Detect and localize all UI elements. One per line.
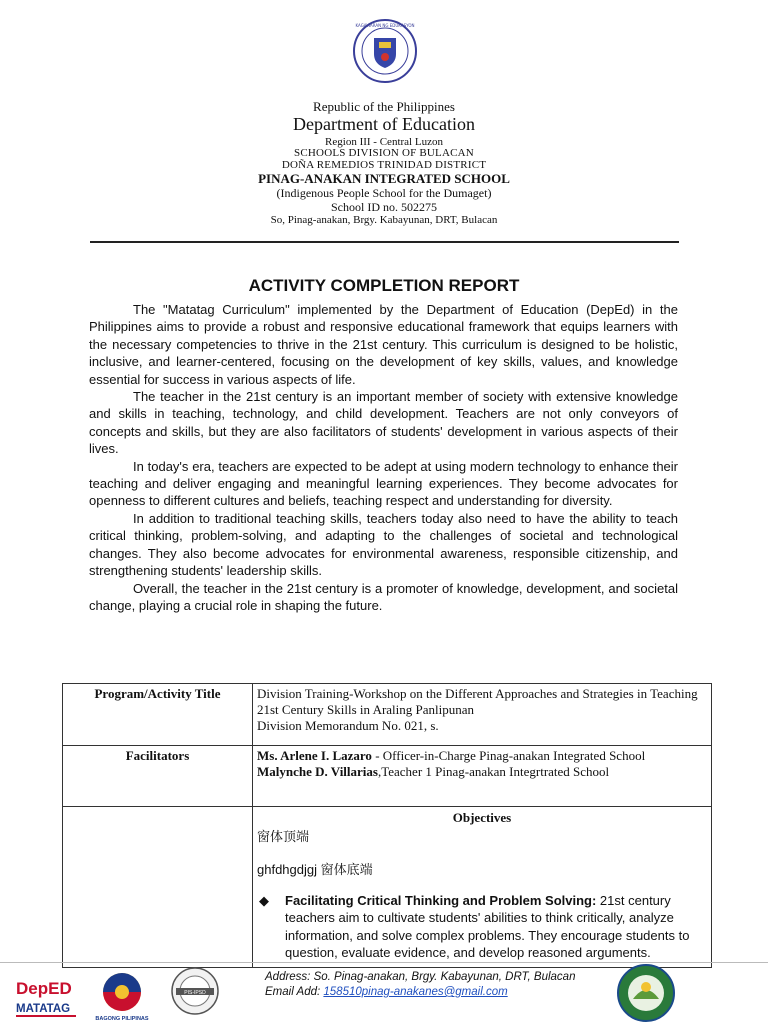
header-department: Department of Education	[293, 114, 475, 134]
objectives-empty-cell	[63, 807, 253, 968]
paragraph: In today's era, teachers are expected to be adept at using modern technology to enhance their teaching and deliver engaging and meaningful learning experiences. They become advocates for openness to different cultures and beliefs, teaching respect and understanding for diversity.	[89, 458, 678, 509]
activity-info-table	[62, 683, 712, 968]
program-memo: Division Memorandum No. 021, s.	[257, 718, 439, 733]
matatag-text: MATATAG	[16, 1003, 71, 1015]
diamond-bullet-icon: ◆	[259, 893, 269, 908]
deped-logo-text: DepED	[16, 979, 72, 998]
program-label: Program/Activity Title	[63, 684, 253, 746]
bagong-pilipinas-text: BAGONG PILIPINAS	[95, 1016, 149, 1022]
header-school-name: PINAG-ANAKAN INTEGRATED SCHOOL	[258, 171, 510, 186]
program-value	[253, 684, 712, 746]
objectives-text-1: 窗体顶端	[257, 829, 310, 844]
program-title: Division Training-Workshop on the Different Approaches and Strategies in Teaching 21st Century Skills in Araling Panlipunan	[257, 686, 698, 717]
facilitator-2-name: Malynche D. Villarias	[257, 764, 378, 779]
footer-email-link[interactable]: 158510pinag-anakanes@gmail.com	[323, 986, 508, 998]
facilitator-1-name: Ms. Arlene I. Lazaro	[257, 748, 372, 763]
facilitator-1-role: - Officer-in-Charge Pinag-anakan Integrated School	[371, 748, 646, 763]
paragraph: The teacher in the 21st century is an important member of society with extensive knowledge and skills in teaching, technology, and child development. Teachers are not only conveyors of concepts and skills, but they are also facilitators of students' development in various aspects of their lives.	[89, 389, 678, 457]
table-row	[63, 746, 712, 807]
facilitator-2-role: ,Teacher 1 Pinag-anakan Integrtrated School	[377, 764, 610, 779]
deped-seal-logo	[350, 18, 420, 84]
facilitators-value	[253, 746, 712, 807]
facilitators-label: Facilitators	[63, 746, 253, 807]
paragraph: Overall, the teacher in the 21st century is a promoter of knowledge, development, and societal change, playing a crucial role in shaping the future.	[89, 580, 678, 613]
table-row	[63, 807, 712, 968]
footer-email-line	[265, 986, 508, 998]
school-seal-logo	[615, 963, 677, 1023]
footer-address: Address: So. Pinag-anakan, Brgy. Kabayunan, DRT, Bulacan	[265, 971, 576, 983]
svg-text:KAGAWARAN NG EDUKASYON: KAGAWARAN NG EDUKASYON	[355, 23, 415, 28]
list-item	[257, 892, 707, 962]
header-address: So, Pinag-anakan, Brgy. Kabayunan, DRT, Bulacan	[270, 214, 498, 226]
pis-ipsd-logo	[160, 966, 230, 1016]
paragraph: In addition to traditional teaching skills, teachers today also need to have the ability to teach critical thinking, problem-solving, and adapting to the challenges of societal and technological changes. They also become advocates for environmental awareness, responsible citizenship, and strengthening students' leadership skills.	[89, 510, 678, 579]
objective-description: 21st century teachers aim to cultivate students' abilities to think critically, analyze information, and solve complex problems. They encourage students to question, evaluate evidence, and develop reasoned arguments.	[285, 893, 690, 961]
header-divider	[90, 241, 679, 243]
objectives-heading: Objectives	[452, 810, 512, 825]
objective-bold-title: Facilitating Critical Thinking and Problem Solving:	[285, 893, 597, 908]
header-republic: Republic of the Philippines	[313, 99, 455, 114]
paragraph: The "Matatag Curriculum" implemented by the Department of Education (DepEd) in the Philippines aims to provide a robust and responsive educational framework that equips learners with the necessary competencies to thrive in the 21st century. This curriculum is designed to be holistic, inclusive, and learner-centered, focusing on the development of key skills, values, and knowledge essential for success in various aspects of life.	[89, 302, 678, 387]
objectives-text-2: ghfdhgdjgj 窗体底端	[257, 862, 373, 877]
bagong-pilipinas-logo	[90, 970, 154, 1022]
header-school-id: School ID no. 502275	[331, 200, 437, 214]
header-district: DOÑA REMEDIOS TRINIDAD DISTRICT	[281, 159, 487, 171]
header-region: Region III - Central Luzon	[325, 136, 443, 148]
deped-matatag-logo	[14, 974, 80, 1020]
objectives-cell	[253, 807, 712, 968]
header-school-subtitle: (Indigenous People School for the Dumaget)	[276, 186, 492, 200]
footer-email-label: Email Add:	[265, 986, 324, 998]
table-row	[63, 684, 712, 746]
report-body	[89, 301, 678, 614]
header-division: SCHOOLS DIVISION OF BULACAN	[294, 147, 474, 159]
pis-logo-text: PIS-IPSD	[184, 990, 206, 996]
page-title: ACTIVITY COMPLETION REPORT	[248, 276, 520, 295]
